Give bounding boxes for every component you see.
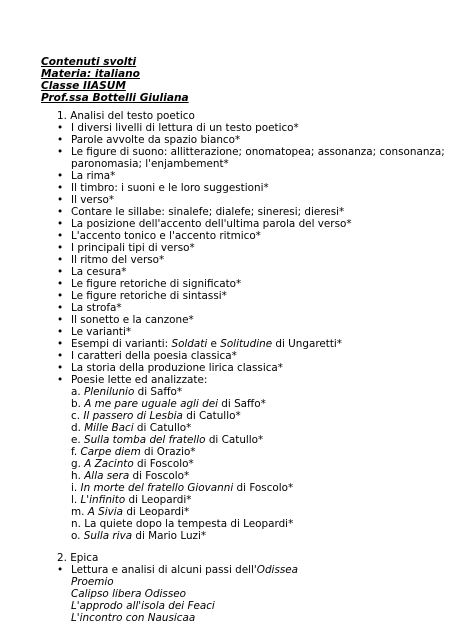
poem-item: n. La quiete dopo la tempesta di Leopardi* [71, 518, 294, 530]
bullet-icon: • [57, 146, 64, 158]
bullet-icon: • [57, 362, 64, 374]
bullet-icon: • [57, 326, 64, 338]
poem-item: e. Sulla tomba del fratello di Catullo* [71, 434, 264, 446]
poem-item: c. Il passero di Lesbia di Catullo* [71, 410, 241, 422]
list-item: • Le figure retoriche di significato* [57, 278, 242, 290]
bullet-icon: • [57, 134, 64, 146]
bullet-icon: • [57, 182, 64, 194]
bullet-icon: • [57, 350, 64, 362]
bullet-icon: • [57, 278, 64, 290]
list-item: • Il verso* [57, 194, 115, 206]
list-item: • La posizione dell'accento dell'ultima parola del verso* [57, 218, 352, 230]
poem-item: o. Sulla riva di Mario Luzi* [71, 530, 207, 542]
list-item: • Lettura e analisi di alcuni passi dell'Odissea [57, 564, 299, 576]
header-class: Classe IIASUM [41, 80, 126, 92]
passage-item: Calipso libera Odisseo [71, 588, 187, 600]
bullet-icon: • [57, 374, 64, 386]
list-item: • Le figure di suono: allitterazione; onomatopea; assonanza; consonanza; [57, 146, 445, 158]
bullet-icon: • [57, 230, 64, 242]
list-item: • La storia della produzione lirica classica* [57, 362, 283, 374]
list-item: • Parole avvolte da spazio bianco* [57, 134, 241, 146]
bullet-icon: • [57, 290, 64, 302]
list-item: • Il ritmo del verso* [57, 254, 165, 266]
list-item: • Contare le sillabe: sinalefe; dialefe; sineresi; dieresi* [57, 206, 345, 218]
section1-title: 1. Analisi del testo poetico [57, 110, 195, 122]
passage-item: Proemio [71, 576, 114, 588]
bullet-icon: • [57, 254, 64, 266]
bullet-icon: • [57, 194, 64, 206]
list-item: • Le figure retoriche di sintassi* [57, 290, 227, 302]
list-item: • L'accento tonico e l'accento ritmico* [57, 230, 261, 242]
poem-item: a. Plenilunio di Saffo* [71, 386, 183, 398]
passage-item: L'incontro con Nausicaa [71, 612, 196, 624]
section2-title: 2. Epica [57, 552, 99, 564]
header-title: Contenuti svolti [41, 56, 137, 68]
header-subject: Materia: italiano [41, 68, 140, 80]
list-item: • Le varianti* [57, 326, 132, 338]
list-item: • Il sonetto e la canzone* [57, 314, 194, 326]
list-item: • Poesie lette ed analizzate: [57, 374, 208, 386]
poem-item: h. Alla sera di Foscolo* [71, 470, 190, 482]
list-item: • I principali tipi di verso* [57, 242, 195, 254]
list-item: • La rima* [57, 170, 116, 182]
list-item: • La strofa* [57, 302, 122, 314]
bullet-icon: • [57, 266, 64, 278]
bullet-icon: • [57, 314, 64, 326]
poem-item: l. L'infinito di Leopardi* [71, 494, 192, 506]
bullet-icon: • [57, 338, 64, 350]
list-item-continuation: paronomasia; l'enjambement* [71, 158, 229, 170]
list-item: • La cesura* [57, 266, 127, 278]
poem-item: d. Mille Baci di Catullo* [71, 422, 192, 434]
poem-item: i. In morte del fratello Giovanni di Foscolo* [71, 482, 294, 494]
list-item: • Esempi di varianti: Soldati e Solitudine di Ungaretti* [57, 338, 343, 350]
list-item: • I diversi livelli di lettura di un testo poetico* [57, 122, 299, 134]
bullet-icon: • [57, 302, 64, 314]
bullet-icon: • [57, 218, 64, 230]
poem-item: b. A me pare uguale agli dei di Saffo* [71, 398, 266, 410]
poem-item: m. A Sivia di Leopardi* [71, 506, 190, 518]
bullet-icon: • [57, 170, 64, 182]
passage-item: L'approdo all'isola dei Feaci [71, 600, 215, 612]
list-item: • Il timbro: i suoni e le loro suggestioni* [57, 182, 269, 194]
poem-item: f. Carpe diem di Orazio* [71, 446, 196, 458]
header-teacher: Prof.ssa Bottelli Giuliana [41, 92, 189, 104]
list-item: • I caratteri della poesia classica* [57, 350, 237, 362]
bullet-icon: • [57, 122, 64, 134]
poem-item: g. A Zacinto di Foscolo* [71, 458, 194, 470]
bullet-icon: • [57, 242, 64, 254]
bullet-icon: • [57, 206, 64, 218]
bullet-icon: • [57, 564, 64, 576]
